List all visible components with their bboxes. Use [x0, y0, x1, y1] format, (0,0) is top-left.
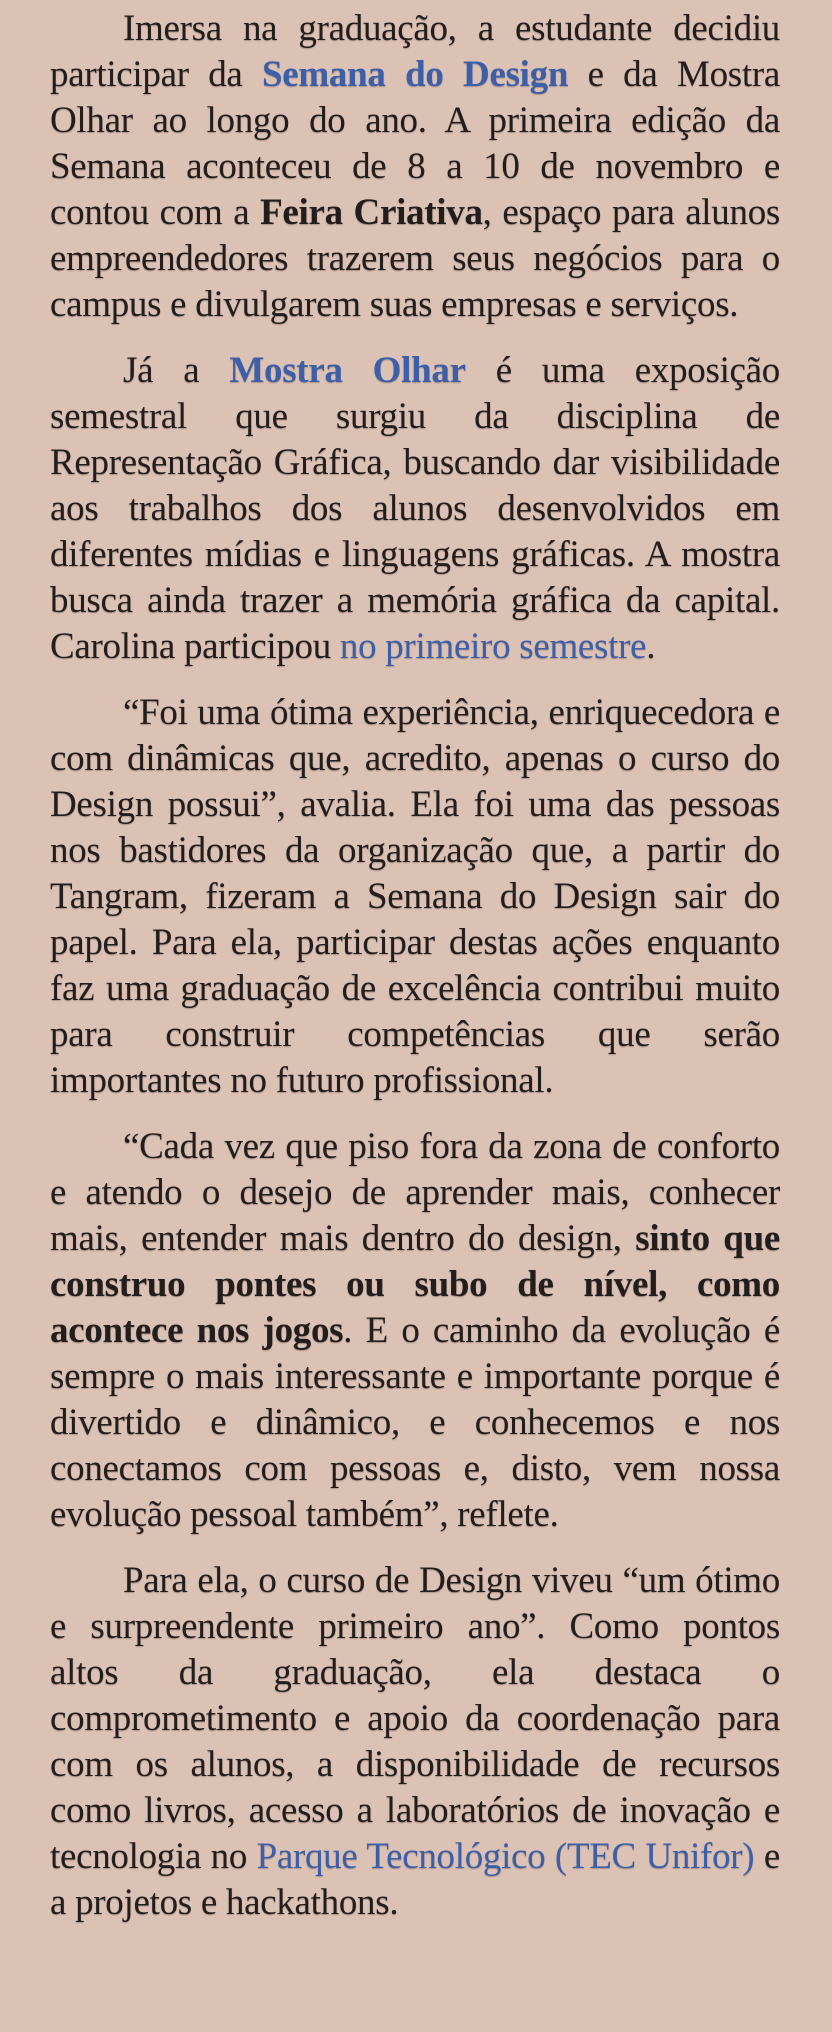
- paragraph: [50, 348, 780, 670]
- text-run: Já a: [123, 350, 230, 391]
- paragraph: [50, 690, 780, 1104]
- text-run: Para ela, o curso de Design viveu “um ótimo e surpreendente primeiro ano”. Como pontos altos da graduação, ela destaca o comprometimento e apoio da coordenação para com os alunos, a disponibilidade de recursos como livros, acesso a laboratórios de inovação e tecnologia no: [50, 1560, 780, 1877]
- text-run: e a projetos e hackathons.: [50, 1836, 780, 1923]
- inline-link[interactable]: Mostra Olhar: [229, 350, 466, 391]
- paragraph: [50, 1558, 780, 1926]
- article-body: [50, 6, 780, 1926]
- text-run: “Foi uma ótima experiência, enriquecedora e com dinâmicas que, acredito, apenas o curso do Design possui”, avalia. Ela foi uma das pessoas nos bastidores da organização que, a partir do Tangram, fizeram a Semana do Design sair do papel. Para ela, participar destas ações enquanto faz uma graduação de excelência contribui muito para construir competências que serão importantes no futuro profissional.: [50, 692, 780, 1101]
- inline-link[interactable]: no primeiro semestre: [339, 626, 647, 667]
- text-run: sinto que construo pontes ou subo de nível, como acontece nos jogos: [50, 1218, 780, 1351]
- paragraph: [50, 1124, 780, 1538]
- inline-link[interactable]: Parque Tecnológico (TEC Unifor): [256, 1836, 755, 1877]
- inline-link[interactable]: Semana do Design: [262, 54, 569, 95]
- text-run: .: [646, 626, 656, 667]
- text-run: Feira Criativa: [260, 192, 483, 233]
- text-run: Imersa na graduação, a estudante decidiu participar da: [50, 8, 780, 95]
- text-run: . E o caminho da evolução é sempre o mais interessante e importante porque é divertido e dinâmico, e conhecemos e nos conectamos com pessoas e, disto, vem nossa evolução pessoal também”, reflete.: [50, 1310, 780, 1535]
- text-run: “Cada vez que piso fora da zona de conforto e atendo o desejo de aprender mais, conhecer mais, entender mais dentro do design,: [50, 1126, 780, 1259]
- text-run: é uma exposição semestral que surgiu da disciplina de Representação Gráfica, buscando dar visibilidade aos trabalhos dos alunos desenvolvidos em diferentes mídias e linguagens gráficas. A mostra busca ainda trazer a memória gráfica da capital. Carolina participou: [50, 350, 780, 667]
- text-run: e da Mostra Olhar ao longo do ano. A primeira edição da Semana aconteceu de 8 a 10 de novembro e contou com a: [50, 54, 780, 233]
- paragraph: [50, 6, 780, 328]
- text-run: , espaço para alunos empreendedores trazerem seus negócios para o campus e divulgarem suas empresas e serviços.: [50, 192, 780, 325]
